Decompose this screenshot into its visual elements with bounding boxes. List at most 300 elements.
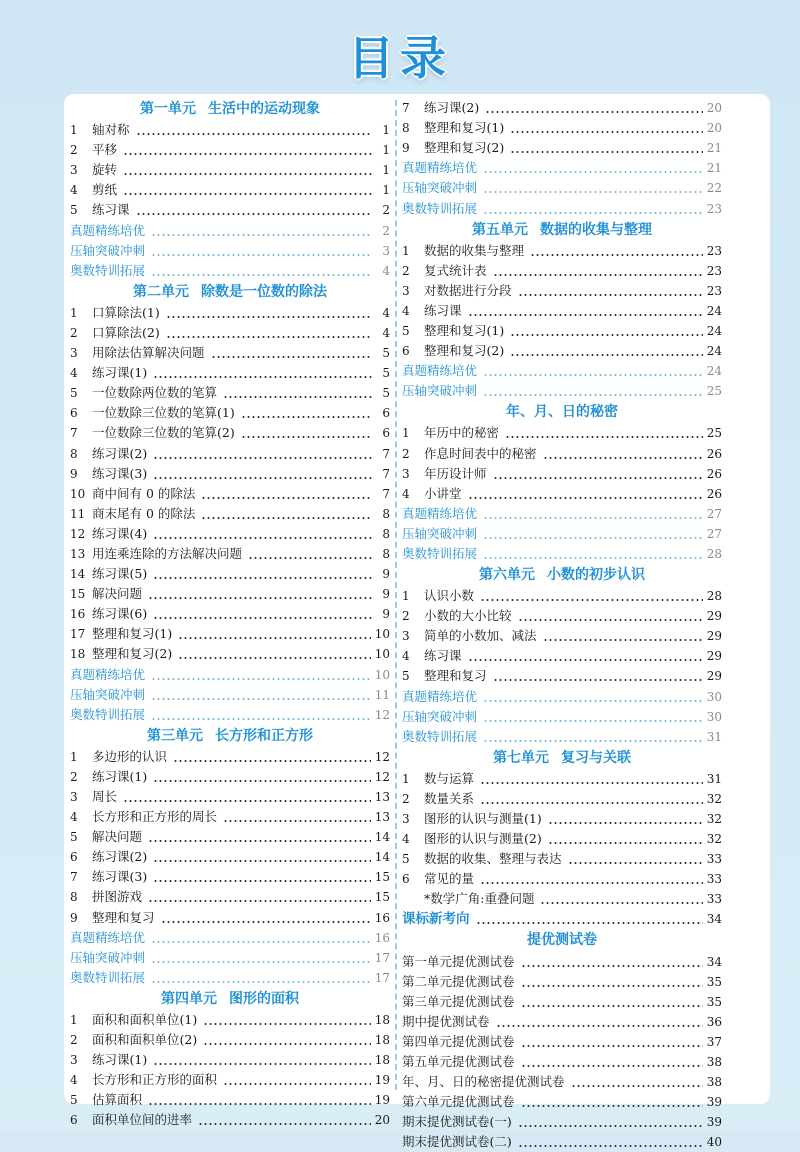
entry-title: 练习课(1): [92, 768, 148, 784]
toc-entry[interactable]: [70, 887, 390, 907]
section-unit: 第五单元: [472, 221, 528, 238]
toc-entry[interactable]: [70, 241, 390, 261]
toc-entry[interactable]: [402, 178, 722, 198]
entry-number: 3: [70, 1053, 78, 1068]
entry-page-number: 24: [706, 364, 722, 379]
entry-number: 1: [70, 305, 78, 320]
entry-page-number: 23: [706, 243, 722, 258]
dot-leader: [483, 700, 703, 702]
entry-number: 14: [70, 567, 86, 582]
toc-entry[interactable]: [402, 1012, 722, 1032]
toc-entry[interactable]: [402, 443, 722, 463]
entry-page-number: 25: [706, 426, 722, 441]
entry-number: 2: [402, 791, 410, 806]
dot-leader: [198, 1123, 371, 1125]
toc-entry[interactable]: [402, 909, 722, 929]
toc-entry[interactable]: [402, 544, 722, 564]
toc-entry[interactable]: [402, 869, 722, 889]
entry-page-number: 26: [706, 486, 722, 501]
entry-number: 5: [70, 830, 78, 845]
toc-entry[interactable]: [70, 160, 390, 180]
toc-entry[interactable]: [402, 586, 722, 606]
toc-entry[interactable]: [402, 98, 722, 118]
toc-entry[interactable]: [70, 1110, 390, 1130]
toc-entry[interactable]: [70, 907, 390, 927]
entry-title: 练习课(2): [92, 849, 148, 865]
entry-title: 奥数特训拓展: [70, 969, 146, 985]
toc-entry[interactable]: [402, 1092, 722, 1112]
dot-leader: [543, 639, 703, 641]
section-name: 图形的面积: [229, 990, 299, 1007]
entry-number: 2: [402, 446, 410, 461]
dot-leader: [493, 679, 703, 681]
toc-left-column: [70, 98, 390, 1130]
section-name: 数据的收集与整理: [540, 221, 652, 238]
dot-leader: [518, 1125, 703, 1127]
dot-leader: [153, 376, 372, 378]
entry-number: 10: [70, 486, 86, 501]
toc-entry[interactable]: [70, 261, 390, 281]
entry-number: 15: [70, 587, 86, 602]
entry-page-number: 1: [382, 143, 390, 158]
toc-entry[interactable]: [70, 847, 390, 867]
dot-leader: [148, 597, 372, 599]
section-name: 除数是一位数的除法: [201, 283, 327, 300]
toc-entry[interactable]: [70, 363, 390, 383]
toc-entry[interactable]: [70, 827, 390, 847]
section-heading: [402, 401, 722, 423]
toc-entry[interactable]: [70, 807, 390, 827]
entry-number: 2: [70, 769, 78, 784]
toc-entry[interactable]: [70, 120, 390, 140]
section-heading: 课标新考向: [402, 911, 470, 928]
dot-leader: [151, 981, 371, 983]
toc-entry[interactable]: [402, 992, 722, 1012]
entry-title: 口算除法(2): [92, 324, 160, 340]
toc-entry[interactable]: [402, 889, 722, 909]
entry-title: 压轴突破冲刺: [70, 242, 146, 258]
entry-title: 小数的大小比较: [424, 608, 512, 624]
toc-entry[interactable]: [402, 646, 722, 666]
toc-entry[interactable]: [70, 767, 390, 787]
dot-leader: [148, 1103, 371, 1105]
entry-number: 8: [70, 890, 78, 905]
entry-number: 1: [402, 426, 410, 441]
dot-leader: [123, 173, 372, 175]
entry-number: 3: [402, 629, 410, 644]
toc-entry[interactable]: [70, 544, 390, 564]
entry-number: 11: [70, 506, 86, 521]
toc-entry[interactable]: [402, 484, 722, 504]
entry-page-number: 33: [706, 892, 722, 907]
entry-number: 8: [402, 121, 410, 136]
toc-entry[interactable]: [70, 948, 390, 968]
entry-title: 数与运算: [424, 770, 475, 786]
entry-number: 4: [402, 303, 410, 318]
entry-title: 真题精练培优: [70, 222, 146, 238]
entry-page-number: 23: [706, 201, 722, 216]
entry-title: 解决问题: [92, 829, 143, 845]
entry-number: 7: [70, 870, 78, 885]
entry-title: 练习课(3): [92, 465, 148, 481]
entry-number: 4: [402, 832, 410, 847]
dot-leader: [521, 965, 703, 967]
dot-leader: [153, 1063, 371, 1065]
toc-entry[interactable]: [402, 849, 722, 869]
toc-entry[interactable]: [70, 1070, 390, 1090]
dot-leader: [480, 882, 703, 884]
entry-title: 整理和复习(2): [92, 646, 173, 662]
toc-entry[interactable]: [402, 423, 722, 443]
toc-entry[interactable]: [70, 705, 390, 725]
entry-page-number: 36: [706, 1014, 722, 1029]
entry-title: 拼图游戏: [92, 889, 143, 905]
toc-entry[interactable]: [402, 301, 722, 321]
entry-page-number: 31: [706, 771, 722, 786]
toc-entry[interactable]: [70, 685, 390, 705]
entry-page-number: 23: [706, 283, 722, 298]
entry-title: 真题精练培优: [70, 666, 146, 682]
entry-title: 练习课(4): [92, 525, 148, 541]
toc-entry[interactable]: [402, 1132, 722, 1152]
entry-page-number: 20: [706, 121, 722, 136]
dot-leader: [241, 436, 372, 438]
entry-page-number: 38: [706, 1055, 722, 1070]
toc-entry[interactable]: [70, 524, 390, 544]
entry-number: 4: [70, 1073, 78, 1088]
entry-number: 2: [70, 1033, 78, 1048]
entry-number: 5: [70, 1093, 78, 1108]
entry-page-number: 16: [374, 930, 390, 945]
toc-entry[interactable]: [402, 666, 722, 686]
entry-page-number: 38: [706, 1075, 722, 1090]
entry-title: 第二单元提优测试卷: [402, 973, 515, 989]
entry-page-number: 26: [706, 446, 722, 461]
entry-title: 奥数特训拓展: [402, 545, 478, 561]
entry-page-number: 29: [706, 629, 722, 644]
entry-number: 6: [402, 344, 410, 359]
dot-leader: [151, 678, 371, 680]
entry-page-number: 15: [374, 870, 390, 885]
toc-entry[interactable]: [70, 1090, 390, 1110]
entry-page-number: 7: [382, 486, 390, 501]
toc-entry[interactable]: [402, 118, 722, 138]
entry-page-number: 29: [706, 669, 722, 684]
dot-leader: [153, 457, 372, 459]
toc-entry[interactable]: [402, 381, 722, 401]
toc-entry[interactable]: [402, 1032, 722, 1052]
entry-page-number: 32: [706, 832, 722, 847]
entry-page-number: 32: [706, 812, 722, 826]
toc-entry[interactable]: [70, 604, 390, 624]
toc-entry[interactable]: [70, 200, 390, 220]
section-name: 生活中的运动现象: [208, 101, 320, 117]
toc-entry[interactable]: [402, 361, 722, 381]
section-heading: [70, 988, 390, 1010]
toc-entry[interactable]: [402, 524, 722, 544]
toc-entry[interactable]: [70, 1030, 390, 1050]
entry-number: 1: [402, 243, 410, 258]
dot-leader: [483, 557, 703, 559]
entry-page-number: 8: [382, 506, 390, 521]
dot-leader: [518, 619, 703, 621]
toc-entry[interactable]: [70, 323, 390, 343]
dot-leader: [203, 1023, 371, 1025]
entry-number: 2: [70, 143, 78, 158]
entry-number: 6: [70, 406, 78, 421]
entry-page-number: 10: [374, 667, 390, 682]
entry-number: 16: [70, 607, 86, 622]
entry-number: 1: [402, 771, 410, 786]
toc-entry[interactable]: [402, 809, 722, 829]
dot-leader: [510, 354, 703, 356]
dot-leader: [483, 212, 703, 214]
toc-entry[interactable]: [402, 241, 722, 261]
entry-number: 8: [70, 446, 78, 461]
dot-leader: [201, 517, 372, 519]
entry-number: 3: [402, 283, 410, 298]
toc-entry[interactable]: [70, 343, 390, 363]
entry-number: 2: [402, 609, 410, 624]
dot-leader: [483, 537, 703, 539]
toc-entry[interactable]: [402, 158, 722, 178]
entry-page-number: 9: [382, 607, 390, 622]
toc-entry[interactable]: [70, 644, 390, 664]
entry-title: 剪纸: [92, 182, 118, 198]
toc-entry[interactable]: [402, 504, 722, 524]
entry-page-number: 9: [382, 567, 390, 582]
entry-title: 一位数除三位数的笔算(2): [92, 425, 235, 441]
toc-entry[interactable]: [70, 1050, 390, 1070]
entry-number: 3: [402, 466, 410, 481]
entry-title: 期中提优测试卷: [402, 1013, 490, 1029]
toc-entry[interactable]: [70, 180, 390, 200]
toc-entry[interactable]: [402, 686, 722, 706]
entry-title: 整理和复习(1): [92, 626, 173, 642]
toc-entry[interactable]: [402, 1072, 722, 1092]
dot-leader: [493, 477, 703, 479]
section-unit: 第七单元: [493, 749, 549, 766]
entry-page-number: 7: [382, 446, 390, 461]
dot-leader: [521, 1005, 703, 1007]
entry-page-number: 12: [374, 769, 390, 784]
toc-entry[interactable]: [70, 403, 390, 423]
entry-page-number: 5: [382, 346, 390, 361]
section-heading: [402, 564, 722, 586]
toc-entry[interactable]: [402, 606, 722, 626]
dot-leader: [151, 234, 372, 236]
dot-leader: [223, 396, 372, 398]
toc-entry[interactable]: [402, 626, 722, 646]
entry-page-number: 12: [374, 707, 390, 722]
toc-entry[interactable]: [70, 423, 390, 443]
entry-page-number: 7: [382, 466, 390, 481]
toc-entry[interactable]: [70, 1010, 390, 1030]
entry-title: 压轴突破冲刺: [402, 180, 478, 196]
entry-page-number: 13: [374, 790, 390, 804]
entry-title: 练习课(2): [424, 100, 480, 116]
toc-entry[interactable]: [70, 303, 390, 323]
toc-entry[interactable]: [402, 198, 722, 218]
dot-leader: [178, 657, 371, 659]
dot-leader: [166, 316, 372, 318]
entry-page-number: 24: [706, 344, 722, 359]
dot-leader: [153, 617, 372, 619]
dot-leader: [241, 416, 372, 418]
toc-entry[interactable]: [402, 464, 722, 484]
dot-leader: [201, 497, 372, 499]
dot-leader: [483, 517, 703, 519]
dot-leader: [151, 941, 371, 943]
section-unit: 第一单元: [140, 101, 196, 117]
dot-leader: [483, 394, 703, 396]
entry-page-number: 32: [706, 791, 722, 806]
entry-title: 练习课(5): [92, 566, 148, 582]
entry-page-number: 5: [382, 366, 390, 381]
section-heading: [402, 219, 722, 241]
toc-entry[interactable]: [70, 443, 390, 463]
toc-entry[interactable]: [402, 261, 722, 281]
toc-entry[interactable]: [70, 140, 390, 160]
entry-page-number: 18: [374, 1033, 390, 1048]
entry-page-number: 8: [382, 546, 390, 561]
entry-page-number: 34: [706, 912, 722, 927]
toc-entry[interactable]: [402, 972, 722, 992]
entry-title: 整理和复习(1): [424, 120, 505, 136]
entry-number: 5: [70, 386, 78, 401]
toc-entry[interactable]: [70, 220, 390, 240]
entry-page-number: 14: [374, 850, 390, 865]
toc-entry[interactable]: [402, 341, 722, 361]
entry-number: 2: [70, 325, 78, 340]
dot-leader: [161, 921, 371, 923]
dot-leader: [476, 922, 703, 924]
toc-entry[interactable]: [402, 321, 722, 341]
toc-entry[interactable]: [402, 707, 722, 727]
dot-leader: [483, 720, 703, 722]
toc-entry[interactable]: [70, 867, 390, 887]
entry-title: 对数据进行分段: [424, 282, 512, 298]
entry-title: 第一单元提优测试卷: [402, 953, 515, 969]
toc-entry[interactable]: [402, 138, 722, 158]
toc-entry[interactable]: [70, 624, 390, 644]
toc-entry[interactable]: [402, 1052, 722, 1072]
entry-page-number: 34: [706, 954, 722, 969]
entry-title: 数据的收集与整理: [424, 242, 525, 258]
entry-title: 多边形的认识: [92, 748, 168, 764]
entry-title: 图形的认识与测量(2): [424, 831, 542, 847]
entry-page-number: 6: [382, 426, 390, 441]
entry-page-number: 24: [706, 303, 722, 318]
entry-page-number: 20: [706, 101, 722, 116]
entry-page-number: 1: [382, 123, 390, 138]
toc-entry[interactable]: [70, 968, 390, 988]
entry-page-number: 29: [706, 649, 722, 664]
entry-page-number: 17: [374, 970, 390, 985]
dot-leader: [153, 577, 372, 579]
entry-title: 真题精练培优: [402, 505, 478, 521]
toc-entry[interactable]: [70, 664, 390, 684]
entry-title: 整理和复习: [92, 909, 155, 925]
entry-page-number: 19: [374, 1073, 390, 1088]
toc-entry[interactable]: [70, 564, 390, 584]
toc-entry[interactable]: [402, 789, 722, 809]
entry-page-number: 6: [382, 406, 390, 421]
toc-right-column: [402, 98, 722, 1152]
toc-entry[interactable]: [402, 281, 722, 301]
entry-page-number: 18: [374, 1053, 390, 1068]
entry-number: 4: [70, 366, 78, 381]
dot-leader: [518, 294, 703, 296]
entry-title: 认识小数: [424, 588, 475, 604]
toc-entry[interactable]: [70, 484, 390, 504]
entry-number: 1: [70, 1012, 78, 1027]
dot-leader: [493, 274, 703, 276]
dot-leader: [548, 822, 703, 824]
dot-leader: [505, 436, 703, 438]
entry-title: 练习课(1): [92, 1052, 148, 1068]
entry-page-number: 1: [382, 183, 390, 198]
entry-title: 期末提优测试卷(二): [402, 1134, 512, 1150]
toc-entry[interactable]: [70, 464, 390, 484]
dot-leader: [510, 151, 703, 153]
toc-entry[interactable]: [70, 747, 390, 767]
toc-entry[interactable]: [402, 829, 722, 849]
entry-title: 简单的小数加、减法: [424, 628, 537, 644]
entry-title: 数据的收集、整理与表达: [424, 851, 562, 867]
section-unit: 第六单元: [479, 566, 535, 583]
toc-entry[interactable]: [402, 1112, 722, 1132]
toc-entry[interactable]: [70, 383, 390, 403]
section-heading: [70, 98, 390, 120]
entry-title: 一位数除三位数的笔算(1): [92, 405, 235, 421]
toc-entry[interactable]: [70, 504, 390, 524]
entry-page-number: 30: [706, 709, 722, 724]
entry-title: 估算面积: [92, 1092, 143, 1108]
entry-page-number: 40: [706, 1135, 722, 1150]
entry-title: 年历中的秘密: [424, 425, 500, 441]
entry-title: 压轴突破冲刺: [70, 949, 146, 965]
toc-entry[interactable]: [70, 787, 390, 807]
dot-leader: [153, 780, 371, 782]
entry-page-number: 37: [706, 1034, 722, 1049]
entry-number: 3: [402, 812, 410, 826]
entry-page-number: 30: [706, 689, 722, 704]
toc-entry[interactable]: [402, 727, 722, 747]
toc-entry[interactable]: [70, 928, 390, 948]
dot-leader: [223, 820, 371, 822]
entry-title: 奥数特训拓展: [402, 200, 478, 216]
entry-page-number: 33: [706, 872, 722, 887]
toc-entry[interactable]: [402, 951, 722, 971]
dot-leader: [151, 274, 372, 276]
entry-title: 奥数特训拓展: [70, 706, 146, 722]
entry-number: 1: [70, 749, 78, 764]
entry-page-number: 8: [382, 526, 390, 541]
entry-title: 口算除法(1): [92, 304, 160, 320]
section-heading: [402, 929, 722, 951]
entry-title: 一位数除两位数的笔算: [92, 385, 218, 401]
dot-leader: [211, 356, 372, 358]
entry-page-number: 23: [706, 263, 722, 278]
entry-title: 常见的量: [424, 871, 475, 887]
entry-number: 6: [70, 1113, 78, 1128]
entry-title: 压轴突破冲刺: [402, 708, 478, 724]
entry-number: 12: [70, 526, 86, 541]
dot-leader: [521, 1065, 703, 1067]
toc-entry[interactable]: [402, 769, 722, 789]
toc-entry[interactable]: [70, 584, 390, 604]
